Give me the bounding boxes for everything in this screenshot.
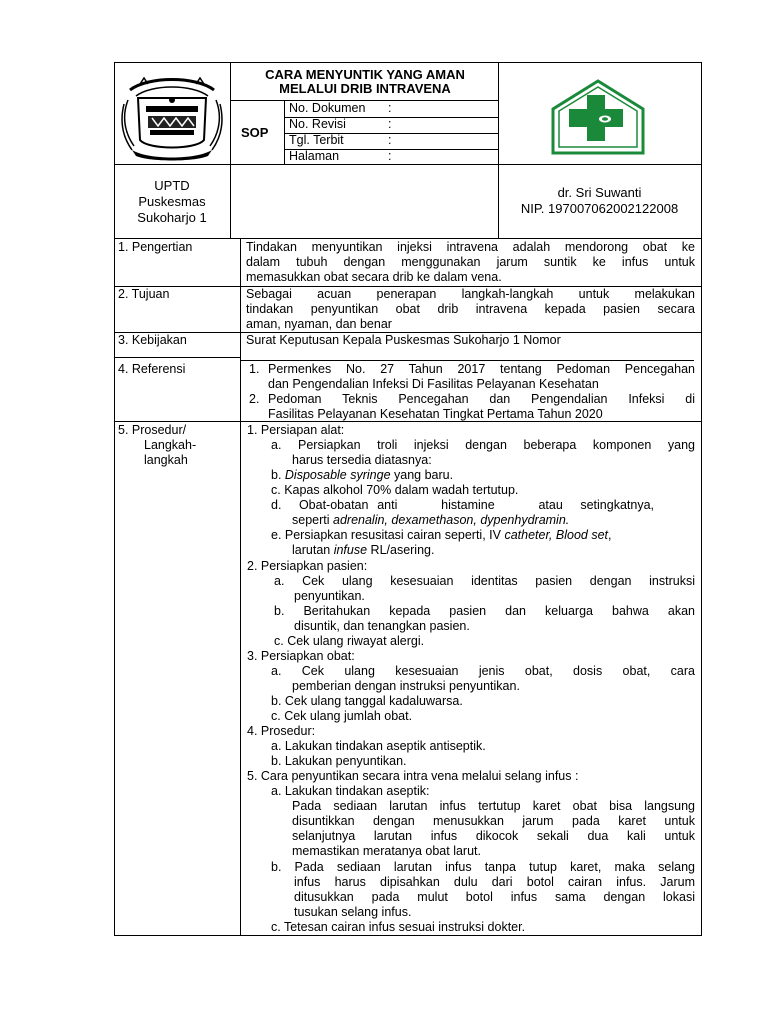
meta-no-dokumen: No. Dokumen xyxy=(289,101,366,115)
text-line: penyuntikan. xyxy=(294,589,365,603)
step-heading: 4. Prosedur: xyxy=(247,724,316,738)
step-heading: 2. Persiapkan pasien: xyxy=(247,559,368,573)
text-line: memasukkan obat secara drib ke dalam vena. xyxy=(246,270,502,284)
text-line: harus tersedia diatasnya: xyxy=(292,453,432,467)
text-line: dan Pengendalian Infeksi Di Fasilitas Pelayanan Kesehatan xyxy=(268,377,599,391)
text-line: b. Cek ulang tanggal kadaluwarsa. xyxy=(271,694,463,708)
text-line: Permenkes No. 27 Tahun 2017 tentang Pedoman Pencegahan xyxy=(268,362,695,376)
text-line: disuntikkan dengan menusukkan jarum pada karet untuk xyxy=(292,814,695,828)
text-line: Pada sediaan larutan infus tertutup karet obat bisa langsung xyxy=(292,799,695,813)
text-line: a. Lakukan tindakan aseptik: xyxy=(271,784,430,798)
section-label: 5. Prosedur/ xyxy=(118,423,187,437)
meta-sep: : xyxy=(388,101,392,115)
signer-name: dr. Sri Suwanti xyxy=(557,185,642,200)
sop-label: SOP xyxy=(241,125,269,140)
text-line: c. Kapas alkohol 70% dalam wadah tertutup. xyxy=(271,483,519,497)
text-line: b. Beritahukan kepada pasien dan keluarga bahwa akan xyxy=(274,604,695,618)
section-label: 3. Kebijakan xyxy=(118,333,187,347)
text-line: Tindakan menyuntikan injeksi intravena adalah mendorong obat ke xyxy=(246,240,695,254)
text-line: d. Obat-obatan anti histamine atau setingkatnya, xyxy=(271,498,654,512)
text-line: tusukan selang infus. xyxy=(294,905,412,919)
step-heading: 1. Persiapan alat: xyxy=(247,423,345,437)
meta-no-revisi: No. Revisi xyxy=(289,117,346,131)
text-line: tindakan penyuntikan obat drib intravena kepada pasien secara xyxy=(246,302,695,316)
org-line: Sukoharjo 1 xyxy=(137,210,207,225)
text-line: a. Lakukan tindakan aseptik antiseptik. xyxy=(271,739,486,753)
meta-sep: : xyxy=(388,149,392,163)
meta-sep: : xyxy=(388,117,392,131)
title-line-2: MELALUI DRIB INTRAVENA xyxy=(279,81,451,96)
text-line: c. Cek ulang riwayat alergi. xyxy=(274,634,425,648)
text-line: memastikan meratanya obat larut. xyxy=(292,844,481,858)
puskesmas-logo xyxy=(551,79,645,155)
list-number: 2. xyxy=(249,392,260,406)
section-label: 1. Pengertian xyxy=(118,240,193,254)
text-line: ditusukkan pada mulut botol infus sama dengan lokasi xyxy=(294,890,695,904)
text-line: b. Pada sediaan larutan infus tanpa tutup karet, maka selang xyxy=(271,860,695,874)
section-label: 2. Tujuan xyxy=(118,287,170,301)
meta-tgl-terbit: Tgl. Terbit xyxy=(289,133,344,147)
org-line: UPTD xyxy=(154,178,190,193)
text-line: Surat Keputusan Kepala Puskesmas Sukoharjo 1 Nomor xyxy=(246,333,561,347)
text-line: selanjutnya larutan infus dikocok sekali dua kali untuk xyxy=(292,829,695,843)
text-line: Pedoman Teknis Pencegahan dan Pengendalian Infeksi di xyxy=(268,392,695,406)
text-line: Sebagai acuan penerapan langkah-langkah untuk melakukan xyxy=(246,287,695,301)
title-line-1: CARA MENYUNTIK YANG AMAN xyxy=(265,67,465,82)
text-line: c. Tetesan cairan infus sesuai instruksi dokter. xyxy=(271,920,526,934)
step-heading: 3. Persiapkan obat: xyxy=(247,649,355,663)
text-line: b. Lakukan penyuntikan. xyxy=(271,754,407,768)
signer-nip: NIP. 197007062002122008 xyxy=(520,201,679,216)
list-number: 1. xyxy=(249,362,260,376)
meta-sep: : xyxy=(388,133,392,147)
meta-halaman: Halaman xyxy=(289,149,340,163)
section-label: Langkah- xyxy=(144,438,197,452)
text-line: seperti adrenalin, dexamethason, dypenhydramin. xyxy=(292,513,570,527)
text-line: e. Persiapkan resusitasi cairan seperti, IV catheter, Blood set, xyxy=(271,528,612,542)
text-line: infus harus dipisahkan dulu dari botol cairan infus. Jarum xyxy=(294,875,695,889)
text-line: a. Persiapkan troli injeksi dengan beberapa komponen yang xyxy=(271,438,695,452)
text-line: disuntik, dan tenangkan pasien. xyxy=(294,619,470,633)
text-line: c. Cek ulang jumlah obat. xyxy=(271,709,413,723)
regency-logo xyxy=(118,70,226,162)
text-line: a. Cek ulang kesesuaian jenis obat, dosis obat, cara xyxy=(271,664,695,678)
text-line: larutan infuse RL/asering. xyxy=(292,543,435,557)
step-heading: 5. Cara penyuntikan secara intra vena melalui selang infus : xyxy=(247,769,579,783)
text-line: aman, nyaman, dan benar xyxy=(246,317,392,331)
text-line: b. Disposable syringe yang baru. xyxy=(271,468,454,482)
text-line: a. Cek ulang kesesuaian identitas pasien dengan instruksi xyxy=(274,574,695,588)
text-line: Fasilitas Pelayanan Kesehatan Tingkat Pertama Tahun 2020 xyxy=(268,407,603,421)
org-line: Puskesmas xyxy=(138,194,206,209)
text-line: dalam tubuh dengan menggunakan jarum suntik ke infus untuk xyxy=(246,255,695,269)
section-label: langkah xyxy=(144,453,188,467)
section-label: 4. Referensi xyxy=(118,362,186,376)
text-line: pemberian dengan instruksi penyuntikan. xyxy=(292,679,520,693)
